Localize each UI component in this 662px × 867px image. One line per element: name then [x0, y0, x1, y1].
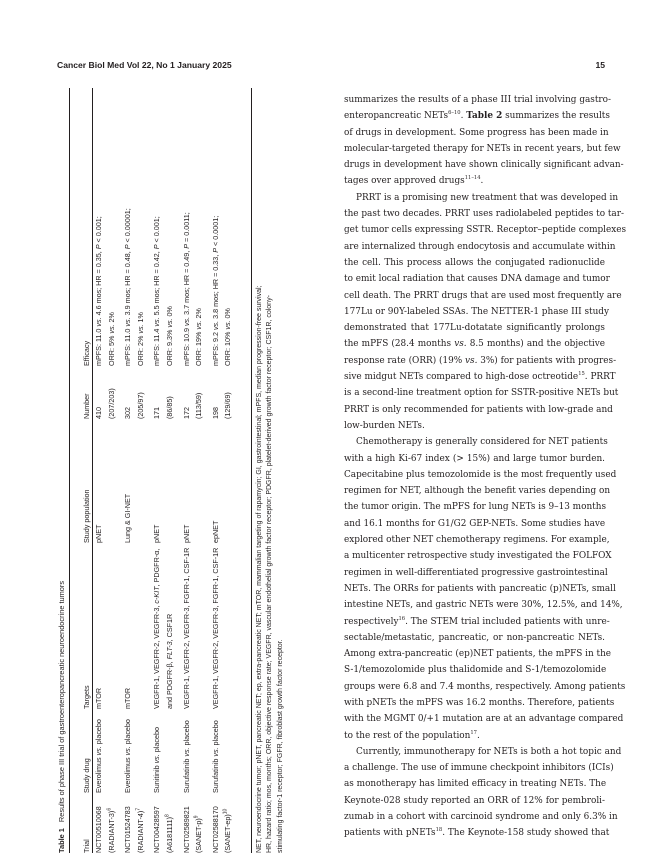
italic-run: vs.	[465, 355, 478, 366]
number-line: (86/85)	[164, 396, 174, 419]
text-run: sive midgut NETs compared to high-dose octreotide	[344, 372, 579, 383]
body-text-line	[344, 793, 605, 809]
drug-text: Surufatinib vs. placebo	[210, 720, 220, 793]
body-text-line	[344, 760, 614, 776]
cell-targets	[181, 543, 210, 709]
text-run: summarizes the results of a phase III trial involving gastro-	[344, 95, 611, 105]
body-text-line	[344, 467, 617, 483]
text-run: cell death. The PRRT drugs that are used most frequently are	[344, 290, 622, 301]
efficacy-line: mPFS: 11.0 vs. 3.9 mos; HR = 0.48, P < 0.00001;	[123, 208, 133, 366]
body-text-line	[344, 92, 611, 108]
text-run: and 16.1 months for G1/G2 GEP-NETs. Some studies have	[344, 518, 606, 529]
efficacy-line: mPFS: 10.9 vs. 3.7 mos; HR = 0.49, P = 0.0011;	[181, 212, 191, 366]
efficacy-line: ORR: 5% vs. 2%	[106, 312, 116, 366]
cell-efficacy	[151, 88, 180, 366]
table-row	[122, 88, 151, 853]
text-run: PRRT is only recommended for patients with low-grade and	[344, 404, 613, 415]
body-text-line	[344, 597, 623, 613]
text-run: is a second-line treatment option for SSTR-positive NETs but	[344, 388, 619, 399]
text-run: a challenge. The use of immune checkpoint inhibitors (ICIs)	[344, 763, 614, 774]
table-header-rule	[92, 88, 93, 853]
body-text-line	[344, 809, 618, 825]
cell-drug	[210, 709, 239, 793]
cell-drug	[93, 709, 122, 793]
cell-trial	[93, 793, 122, 853]
efficacy-line: mPFS: 11.4 vs. 5.5 mos; HR = 0.42, P < 0.001;	[152, 216, 162, 366]
body-text-line	[344, 434, 608, 450]
body-text-line	[344, 662, 605, 678]
body-text-line	[344, 304, 609, 320]
footnote-line: stimulating factor-1 receptor; FGFR, fibroblast growth factor receptor.	[276, 639, 284, 853]
text-run: with a high Ki-67 index (> 15%) and large tumor burden.	[344, 453, 605, 464]
cell-targets	[210, 543, 239, 709]
text-run: with pNETs the mPFS was 16.2 months. Therefore, patients	[344, 697, 615, 708]
cell-drug	[122, 709, 151, 793]
text-run: explored other NET chemotherapy regimens. For example,	[344, 535, 610, 546]
footnote-line: HR, hazard ratio; mos, months; ORR, objective response rate; VEGFR, vascular endothelial growth factor receptor; PDGFR, platelet-derived growth factor receptor; CSF1R, colony-	[266, 295, 274, 853]
efficacy-line: ORR: 2% vs. 1%	[135, 312, 145, 366]
table-label: Table 1	[57, 828, 66, 853]
cell-number	[122, 366, 151, 419]
trial-ref: 8	[164, 814, 171, 818]
cell-population	[151, 419, 180, 543]
target-line: VEGFR-1, VEGFR-2, VEGFR-3, FGFR-1, CSF-1R	[210, 547, 220, 709]
page-number: 15	[595, 60, 605, 70]
trial-name: (A6181111)	[164, 817, 174, 853]
trial-id: NCT00510068	[94, 806, 103, 853]
number-line: 171	[152, 407, 162, 419]
text-run: drugs in development have shown clinically significant advan-	[344, 160, 624, 171]
body-text-line	[344, 646, 612, 662]
trial-name-line	[222, 793, 235, 853]
trial-name: (SANET-p)	[194, 818, 204, 853]
cell-trial	[181, 793, 210, 853]
cell-efficacy	[122, 88, 151, 366]
body-text-line	[344, 255, 605, 271]
text-run: 177Lu or 90Y-labeled SSAs. The NETTER-1 phase III study	[344, 306, 609, 317]
citation-ref: 17	[470, 729, 477, 736]
text-run: to the rest of the population	[344, 730, 471, 741]
trial-id: NCT01524783	[123, 806, 133, 853]
col-header-targets: Targets	[82, 685, 91, 709]
cell-efficacy	[210, 88, 239, 366]
text-run: Among extra-pancreatic (ep)NET patients, the mPFS in the	[344, 649, 612, 660]
trial-name-line	[164, 793, 177, 853]
trial-id: NCT02589821	[181, 806, 191, 853]
cell-population	[181, 419, 210, 543]
text-run: Currently, immunotherapy for NETs is both a hot topic and	[356, 746, 622, 757]
cell-population	[122, 419, 151, 543]
body-text-line	[344, 222, 627, 238]
citation-ref: 18	[435, 827, 443, 834]
body-text-line	[344, 157, 624, 173]
text-run: . The Keynote-158 study showed that	[442, 828, 610, 839]
trial-ref: 7	[135, 807, 142, 811]
body-text-line	[344, 353, 617, 369]
target-line: VEGFR-1, VEGFR-2, VEGFR-3, FGFR-1, CSF-1R	[181, 547, 191, 709]
target-line: and PDGFR-β, FLT-3, CSF1R	[164, 613, 174, 709]
text-run: zumab in a cohort with carcinoid syndrome and only 6.3% in	[344, 812, 618, 823]
trial-name-line	[193, 793, 206, 853]
efficacy-line: ORR: 10% vs. 0%	[223, 308, 233, 366]
text-run: with the MGMT 0/+1 mutation are at an advantage compared	[344, 714, 624, 725]
efficacy-line: ORR: 19% vs. 2%	[194, 308, 204, 366]
cell-trial	[210, 793, 239, 853]
cell-drug	[181, 709, 210, 793]
text-run: sectable/metastatic, pancreatic, or non-pancreatic NETs.	[344, 632, 605, 643]
text-run: . PRRT	[584, 372, 616, 383]
text-run: a multicenter retrospective study investigated the FOLFOX	[344, 551, 612, 562]
text-run: response rate (ORR) (19%	[344, 355, 465, 366]
table-row	[181, 88, 210, 853]
number-line: 410	[94, 407, 103, 419]
body-text-line	[344, 679, 626, 695]
body-text-line	[344, 776, 605, 792]
text-run: the mPFS (28.4 months	[344, 339, 455, 350]
text-run: are internalized through endocytosis and accumulate within	[344, 241, 616, 252]
cell-trial	[151, 793, 180, 853]
body-text-line	[344, 744, 622, 760]
population-text: pNET	[181, 524, 191, 543]
cell-efficacy	[181, 88, 210, 366]
body-text-line	[344, 565, 608, 581]
cell-number	[151, 366, 180, 419]
text-run: .	[460, 111, 467, 122]
body-text-line	[344, 825, 610, 841]
text-run: .	[476, 730, 480, 741]
target-line: mTOR	[123, 687, 133, 709]
text-run: the tumor origin. The mPFS for lung NETs is 9–13 months	[344, 502, 606, 513]
col-header-population: Study population	[82, 489, 91, 543]
text-run: groups were 6.8 and 7.4 months, respectively. Among patients	[344, 681, 626, 692]
text-run: PRRT is a promising new treatment that was developed in	[356, 192, 619, 203]
body-text-line	[344, 630, 605, 646]
trial-id: NCT02588170	[210, 806, 220, 853]
text-run: . The STEM trial included patients with unre-	[405, 616, 610, 627]
col-header-drug: Study drug	[82, 758, 91, 793]
text-run: molecular-targeted therapy for NETs in recent years, but few	[344, 143, 621, 154]
text-run: regimen for NET, although the benefit varies depending on	[344, 486, 611, 497]
population-text: Lung & GI-NET	[123, 493, 133, 543]
body-text-line	[344, 499, 605, 515]
table-top-rule	[69, 88, 70, 853]
body-text-line	[344, 336, 605, 352]
trial-name: (SANET-ep)	[223, 814, 233, 853]
trial-name: (RADIANT-3)	[106, 810, 116, 853]
efficacy-line: mPFS: 9.2 vs. 3.8 mos; HR = 0.33, P < 0.0001;	[210, 215, 220, 366]
table-body	[93, 88, 239, 853]
body-text-line	[344, 206, 624, 222]
body-text-line	[344, 532, 610, 548]
citation-ref: 16	[398, 615, 406, 622]
trial-name: (RADIANT-4)	[135, 810, 145, 853]
cell-trial	[122, 793, 151, 853]
body-text-line	[344, 548, 612, 564]
table-caption	[57, 581, 66, 853]
text-run: as monotherapy has limited efficacy in treating NETs. The	[344, 779, 607, 790]
drug-text: Everolimus vs. placebo	[123, 719, 133, 793]
body-text-line	[344, 711, 624, 727]
body-text-line	[344, 108, 610, 124]
number-line: (205/97)	[135, 392, 145, 419]
body-text-line	[344, 728, 605, 744]
body-text-line	[344, 271, 610, 287]
text-run: 3%) for patients with progres-	[477, 355, 617, 366]
number-line: 198	[210, 407, 220, 419]
body-text-line	[344, 581, 616, 597]
text-run: regimen in well-differentiated progressive gastrointestinal	[344, 567, 608, 578]
cell-number	[210, 366, 239, 419]
col-header-number: Number	[82, 393, 91, 419]
results-table	[81, 88, 239, 853]
table-footnote	[255, 153, 286, 853]
text-run: demonstrated that 177Lu-dotatate significantly prolongs	[344, 323, 605, 334]
text-run: of drugs in development. Some progress has been made in	[344, 127, 609, 138]
cell-targets	[151, 543, 180, 709]
cell-targets	[122, 543, 151, 709]
trial-id: NCT00428597	[152, 806, 162, 853]
text-run: intestine NETs, and gastric NETs were 30%, 12.5%, and 14%,	[344, 600, 623, 611]
body-text-line	[344, 320, 605, 336]
text-run: summarizes the results	[502, 111, 610, 122]
drug-text: Surufatinib vs. placebo	[181, 720, 191, 793]
body-text-line	[344, 369, 616, 385]
cell-population	[210, 419, 239, 543]
population-text: pNET	[152, 524, 162, 543]
body-text-column	[344, 92, 627, 842]
table-row	[151, 88, 180, 853]
body-text-line	[344, 239, 616, 255]
number-line: 172	[181, 407, 191, 419]
bold-run: Table 2	[466, 111, 503, 122]
drug-text: Sunitinib vs. placebo	[152, 727, 162, 793]
footnote-line: NET, neuroendocrine tumor; pNET, pancreatic NET; ep, extra-pancreatic NET; mTOR, mammalian targeting of rapamycin; GI, gastrointestinal; mPFS, median progression-free survival;	[256, 285, 263, 853]
text-run: NETs. The ORRs for patients with pancreatic (p)NETs, small	[344, 583, 616, 594]
body-text-line	[344, 141, 621, 157]
text-run: low-burden NETs.	[344, 420, 425, 431]
trial-ref: 9	[193, 815, 200, 819]
text-run: respectively	[344, 616, 399, 627]
text-run: enteropancreatic NETs	[344, 111, 449, 122]
table-row	[210, 88, 239, 853]
text-run: Keynote-028 study reported an ORR of 12% for pembroli-	[344, 795, 605, 806]
number-line: 302	[123, 407, 133, 419]
body-text-line	[344, 190, 619, 206]
cell-targets	[93, 543, 122, 709]
text-run: Capecitabine plus temozolomide is the most frequently used	[344, 469, 617, 480]
journal-citation: Cancer Biol Med Vol 22, No 1 January 2025	[57, 60, 232, 70]
cell-population	[93, 419, 122, 543]
cell-number	[93, 366, 122, 419]
table-row	[93, 88, 122, 853]
col-header-efficacy: Efficacy	[82, 340, 91, 366]
italic-run: vs.	[454, 339, 467, 350]
page-header	[57, 60, 605, 74]
trial-name-line	[135, 793, 148, 853]
text-run: patients with pNETs	[344, 828, 436, 839]
citation-ref: 11–14	[464, 175, 481, 182]
target-line: VEGFR-1, VEGFR-2, VEGFR-3, c-KIT, PDGFR-α,	[152, 548, 162, 709]
trial-ref: 10	[222, 808, 229, 815]
body-text-line	[344, 402, 613, 418]
body-text-line	[344, 516, 605, 532]
body-text-line	[344, 125, 609, 141]
drug-text: Everolimus vs. placebo	[94, 719, 103, 793]
number-line: (207/203)	[106, 388, 116, 419]
body-text-line	[344, 695, 615, 711]
efficacy-line: mPFS: 11.0 vs. 4.6 mos; HR = 0.35, P < 0.001;	[94, 216, 103, 366]
citation-ref: 15	[578, 371, 585, 378]
body-text-line	[344, 173, 605, 189]
body-text-line	[344, 614, 610, 630]
table-caption-text: Results of phase III trial of gastroenteropancreatic neuroendocrine tumors	[57, 580, 66, 823]
body-text-line	[344, 451, 605, 467]
body-text-line	[344, 418, 605, 434]
col-header-trial: Trial	[82, 839, 91, 853]
text-run: tages over approved drugs	[344, 176, 465, 187]
efficacy-line: ORR: 9.3% vs. 0%	[164, 306, 174, 366]
text-run: get tumor cells expressing SSTR. Receptor–peptide complexes	[344, 225, 627, 236]
population-text: pNET	[94, 524, 103, 543]
trial-name-line	[106, 793, 119, 853]
text-run: to emit local radiation that causes DNA damage and tumor	[344, 274, 610, 285]
body-text-line	[344, 288, 622, 304]
table-bottom-rule	[251, 88, 252, 853]
text-run: Chemotherapy is generally considered for NET patients	[356, 437, 608, 448]
cell-drug	[151, 709, 180, 793]
body-text-line	[344, 385, 619, 401]
cell-efficacy	[93, 88, 122, 366]
trial-ref: 6	[106, 807, 113, 811]
number-line: (113/59)	[194, 392, 204, 419]
cell-number	[181, 366, 210, 419]
text-run: 8.5 months) and the objective	[466, 339, 605, 350]
text-run: .	[480, 176, 484, 187]
text-run: the past two decades. PRRT uses radiolabeled peptides to tar-	[344, 209, 624, 220]
citation-ref: 6–10	[448, 110, 461, 117]
rotated-table-block	[55, 88, 325, 853]
body-text-line	[344, 483, 611, 499]
target-line: mTOR	[94, 687, 103, 709]
number-line: (129/69)	[223, 392, 233, 419]
text-run: S-1/temozolomide plus thalidomide and S-1/temozolomide	[344, 665, 607, 676]
population-text: epNET	[210, 520, 220, 543]
text-run: the cell. This process allows the conjugated radionuclide	[344, 257, 605, 268]
